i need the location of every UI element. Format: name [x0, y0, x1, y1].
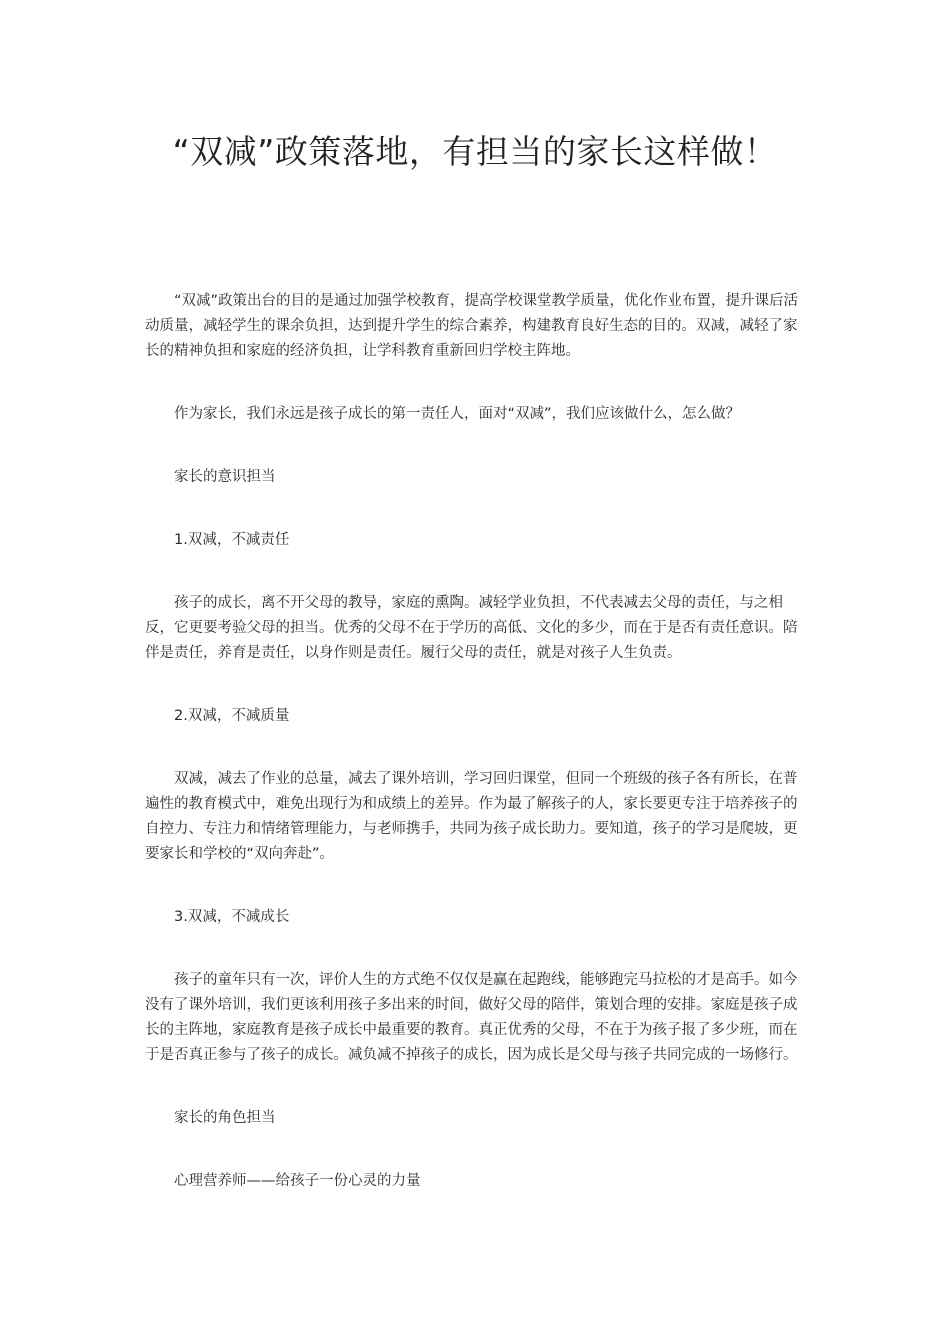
- paragraph-intro: “双减”政策出台的目的是通过加强学校教育，提高学校课堂教学质量，优化作业布置，提升课后活动质量，减轻学生的课余负担，达到提升学生的综合素养，构建教育良好生态的目的。双减，减轻了家长的精神负担和家庭的经济负担，让学科教育重新回归学校主阵地。: [145, 293, 799, 359]
- subheading-psychology: 心理营养师——给孩子一份心灵的力量: [174, 1173, 421, 1189]
- section-heading-role: 家长的角色担当: [174, 1110, 276, 1126]
- document-body: [145, 289, 805, 1194]
- paragraph-responsibility: 孩子的成长，离不开父母的教导，家庭的熏陶。减轻学业负担，不代表减去父母的责任，与之相反，它更要考验父母的担当。优秀的父母不在于学历的高低、文化的多少，而在于是否有责任意识。陪伴是责任，养育是责任，以身作则是责任。履行父母的责任，就是对孩子人生负责。: [145, 595, 798, 661]
- subheading-responsibility: 1.双减，不减责任: [174, 532, 290, 548]
- document-title: “双减”政策落地，有担当的家长这样做！: [172, 132, 778, 171]
- paragraph-growth: 孩子的童年只有一次，评价人生的方式绝不仅仅是赢在起跑线，能够跑完马拉松的才是高手。如今没有了课外培训，我们更该利用孩子多出来的时间，做好父母的陪伴，策划合理的安排。家庭是孩子成长的主阵地，家庭教育是孩子成长中最重要的教育。真正优秀的父母，不在于为孩子报了多少班，而在于是否真正参与了孩子的成长。减负减不掉孩子的成长，因为成长是父母与孩子共同完成的一场修行。: [145, 972, 798, 1063]
- subheading-quality: 2.双减，不减质量: [174, 708, 290, 724]
- paragraph-question: 作为家长，我们永远是孩子成长的第一责任人，面对“双减”，我们应该做什么，怎么做？: [174, 406, 741, 422]
- paragraph-quality: 双减，减去了作业的总量，减去了课外培训，学习回归课堂，但同一个班级的孩子各有所长，在普遍性的教育模式中，难免出现行为和成绩上的差异。作为最了解孩子的人，家长要更专注于培养孩子的自控力、专注力和情绪管理能力，与老师携手，共同为孩子成长助力。要知道，孩子的学习是爬坡，更要家长和学校的“双向奔赴”。: [145, 771, 798, 862]
- subheading-growth: 3.双减，不减成长: [174, 909, 290, 925]
- section-heading-awareness: 家长的意识担当: [174, 469, 276, 485]
